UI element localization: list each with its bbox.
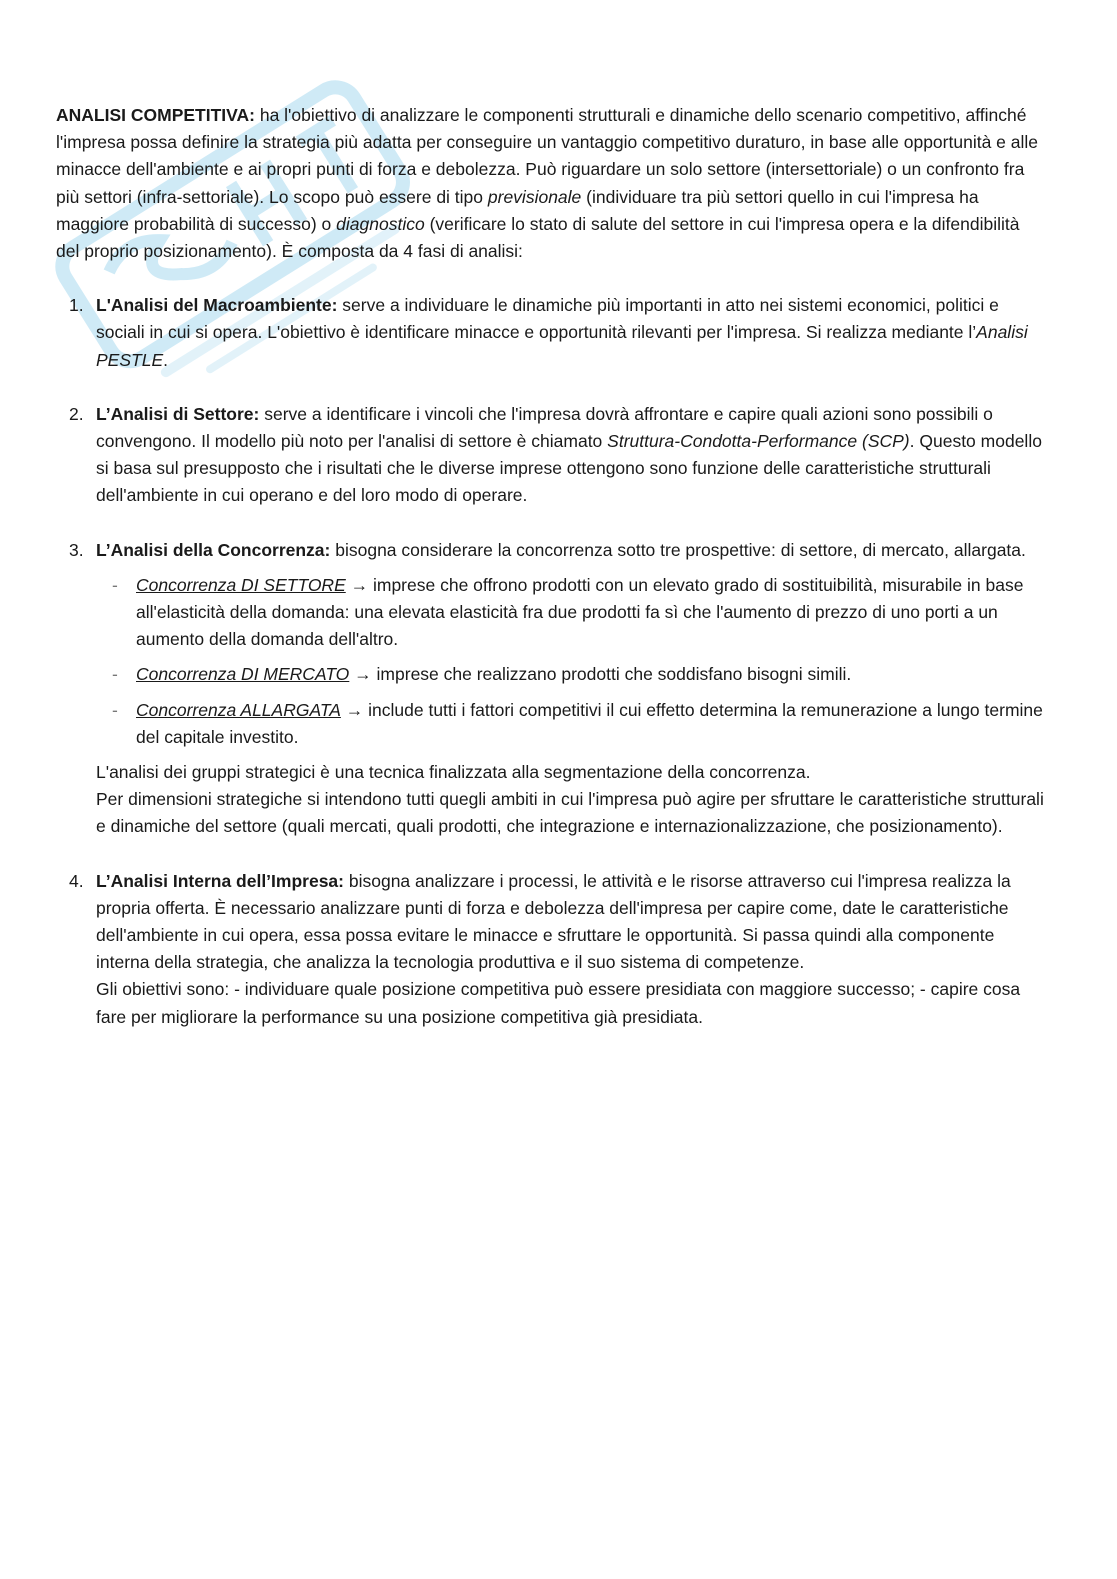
- phase-item-concorrenza: [56, 537, 1046, 841]
- phase-paragraph: L'analisi dei gruppi strategici è una tecnica finalizzata alla segmentazione della concorrenza.: [96, 762, 811, 783]
- phase-text: .: [163, 349, 168, 370]
- phase-number: 3.: [69, 539, 84, 560]
- arrow-icon: →: [349, 664, 377, 685]
- phase-title: L'Analisi del Macroambiente:: [96, 295, 338, 316]
- phase-number: 1.: [69, 295, 84, 316]
- phase-title: L’Analisi della Concorrenza:: [96, 539, 331, 560]
- phase-item-settore: [56, 401, 1046, 510]
- phase-paragraph: [96, 868, 1046, 977]
- sub-item-mercato: [96, 661, 1046, 688]
- dash-bullet: -: [112, 664, 118, 685]
- sub-item-allargata: [96, 697, 1046, 751]
- arrow-icon: →: [340, 699, 369, 720]
- arrow-icon: →: [345, 574, 373, 595]
- phase-text: bisogna analizzare i processi, le attività e le risorse attraverso cui l'impresa realizza la propria offerta. È necessario analizzare punti di forza e debolezza dell'impresa per capire come, date le caratteristiche dell'ambiente in cui opera, essa possa evitare le minacce e sfruttare le opportunità. Si passa quindi alla componente interna della strategia, che analizza la tecnologia produttiva e il suo sistema di competenze.: [96, 870, 1011, 973]
- intro-text: ha l'obiettivo di analizzare le componenti strutturali e dinamiche dello scenario competitivo, affinché l'impresa possa definire la strategia più adatta per conseguire un vantaggio competitivo duraturo, in base alle opportunità e alle minacce dell'ambiente e ai propri punti di forza e debolezza. Può riguardare un solo settore (intersettoriale) o un confronto fra più settori (infra-settoriale). Lo scopo può essere di tipo: [56, 105, 1038, 207]
- intro-italic-diagnostico: diagnostico: [336, 213, 425, 234]
- concorrenza-sublist: [96, 572, 1046, 751]
- sub-item-text: imprese che offrono prodotti con un elevato grado di sostituibilità, misurabile in base all'elasticità della domanda: una elevata elasticità fra due prodotti fa sì che l'aumento di prezzo di uno porti a un aumento della domanda dell'altro.: [136, 574, 1024, 650]
- phase-text: . Questo modello si basa sul presupposto che i risultati che le diverse imprese ottengono sono funzione delle caratteristiche strutturali dell'ambiente in cui operano e del loro modo di operare.: [96, 431, 1042, 506]
- phase-title: L’Analisi Interna dell’Impresa:: [96, 870, 344, 891]
- phase-title: L’Analisi di Settore:: [96, 403, 260, 424]
- document-body: [56, 102, 1046, 1058]
- dash-bullet: -: [112, 574, 118, 595]
- phases-list: [56, 292, 1046, 1031]
- phase-text: bisogna considerare la concorrenza sotto tre prospettive: di settore, di mercato, allargata.: [330, 539, 1026, 560]
- sub-item-settore: [96, 572, 1046, 654]
- sub-item-text: imprese che realizzano prodotti che soddisfano bisogni simili.: [376, 664, 852, 685]
- intro-paragraph: [56, 102, 1046, 265]
- intro-text: (individuare tra più settori quello in cui l'impresa ha maggiore probabilità di successo) o: [56, 186, 979, 234]
- dash-bullet: -: [112, 699, 118, 720]
- phase-paragraph: [96, 292, 1046, 374]
- sub-item-label: Concorrenza ALLARGATA: [136, 699, 341, 720]
- phase-number: 2.: [69, 403, 84, 424]
- phase-italic: Struttura-Condotta-Performance (SCP): [607, 431, 910, 452]
- phase-paragraph: Gli obiettivi sono: - individuare quale posizione competitiva può essere presidiata con maggiore successo; - capire cosa fare per migliorare la performance su una posizione competitiva già presidiata.: [96, 979, 1021, 1027]
- intro-text: (verificare lo stato di salute del settore in cui l'impresa opera e la difendibilità del proprio posizionamento). È composta da 4 fasi di analisi:: [56, 213, 1020, 262]
- intro-italic-previsionale: previsionale: [487, 186, 582, 207]
- phase-text: serve a individuare le dinamiche più importanti in atto nei sistemi economici, politici e sociali in cui si opera. L'obiettivo è identificare minacce e opportunità rilevanti per l'impresa. Si realizza mediante l’: [96, 295, 999, 343]
- intro-term: ANALISI COMPETITIVA:: [56, 105, 255, 125]
- phase-item-macroambiente: [56, 292, 1046, 374]
- sub-item-text: include tutti i fattori competitivi il cui effetto determina la remunerazione a lungo termine del capitale investito.: [136, 699, 1043, 747]
- phase-item-interna: [56, 868, 1046, 1031]
- phase-paragraph: [96, 537, 1046, 564]
- phase-paragraph: Per dimensioni strategiche si intendono tutti quegli ambiti in cui l'impresa può agire per sfruttare le caratteristiche strutturali e dinamiche del settore (quali mercati, quali prodotti, che integrazione e internazionalizzazione, che posizionamento).: [96, 789, 1044, 837]
- phase-paragraph: [96, 401, 1046, 510]
- sub-item-label: Concorrenza DI MERCATO: [136, 664, 350, 685]
- phase-italic: Analisi PESTLE: [96, 322, 1028, 370]
- phase-number: 4.: [69, 870, 84, 891]
- phase-text: serve a identificare i vincoli che l'impresa dovrà affrontare e capire quali azioni sono possibili o convengono. Il modello più noto per l'analisi di settore è chiamato: [96, 403, 993, 452]
- sub-item-label: Concorrenza DI SETTORE: [136, 574, 346, 595]
